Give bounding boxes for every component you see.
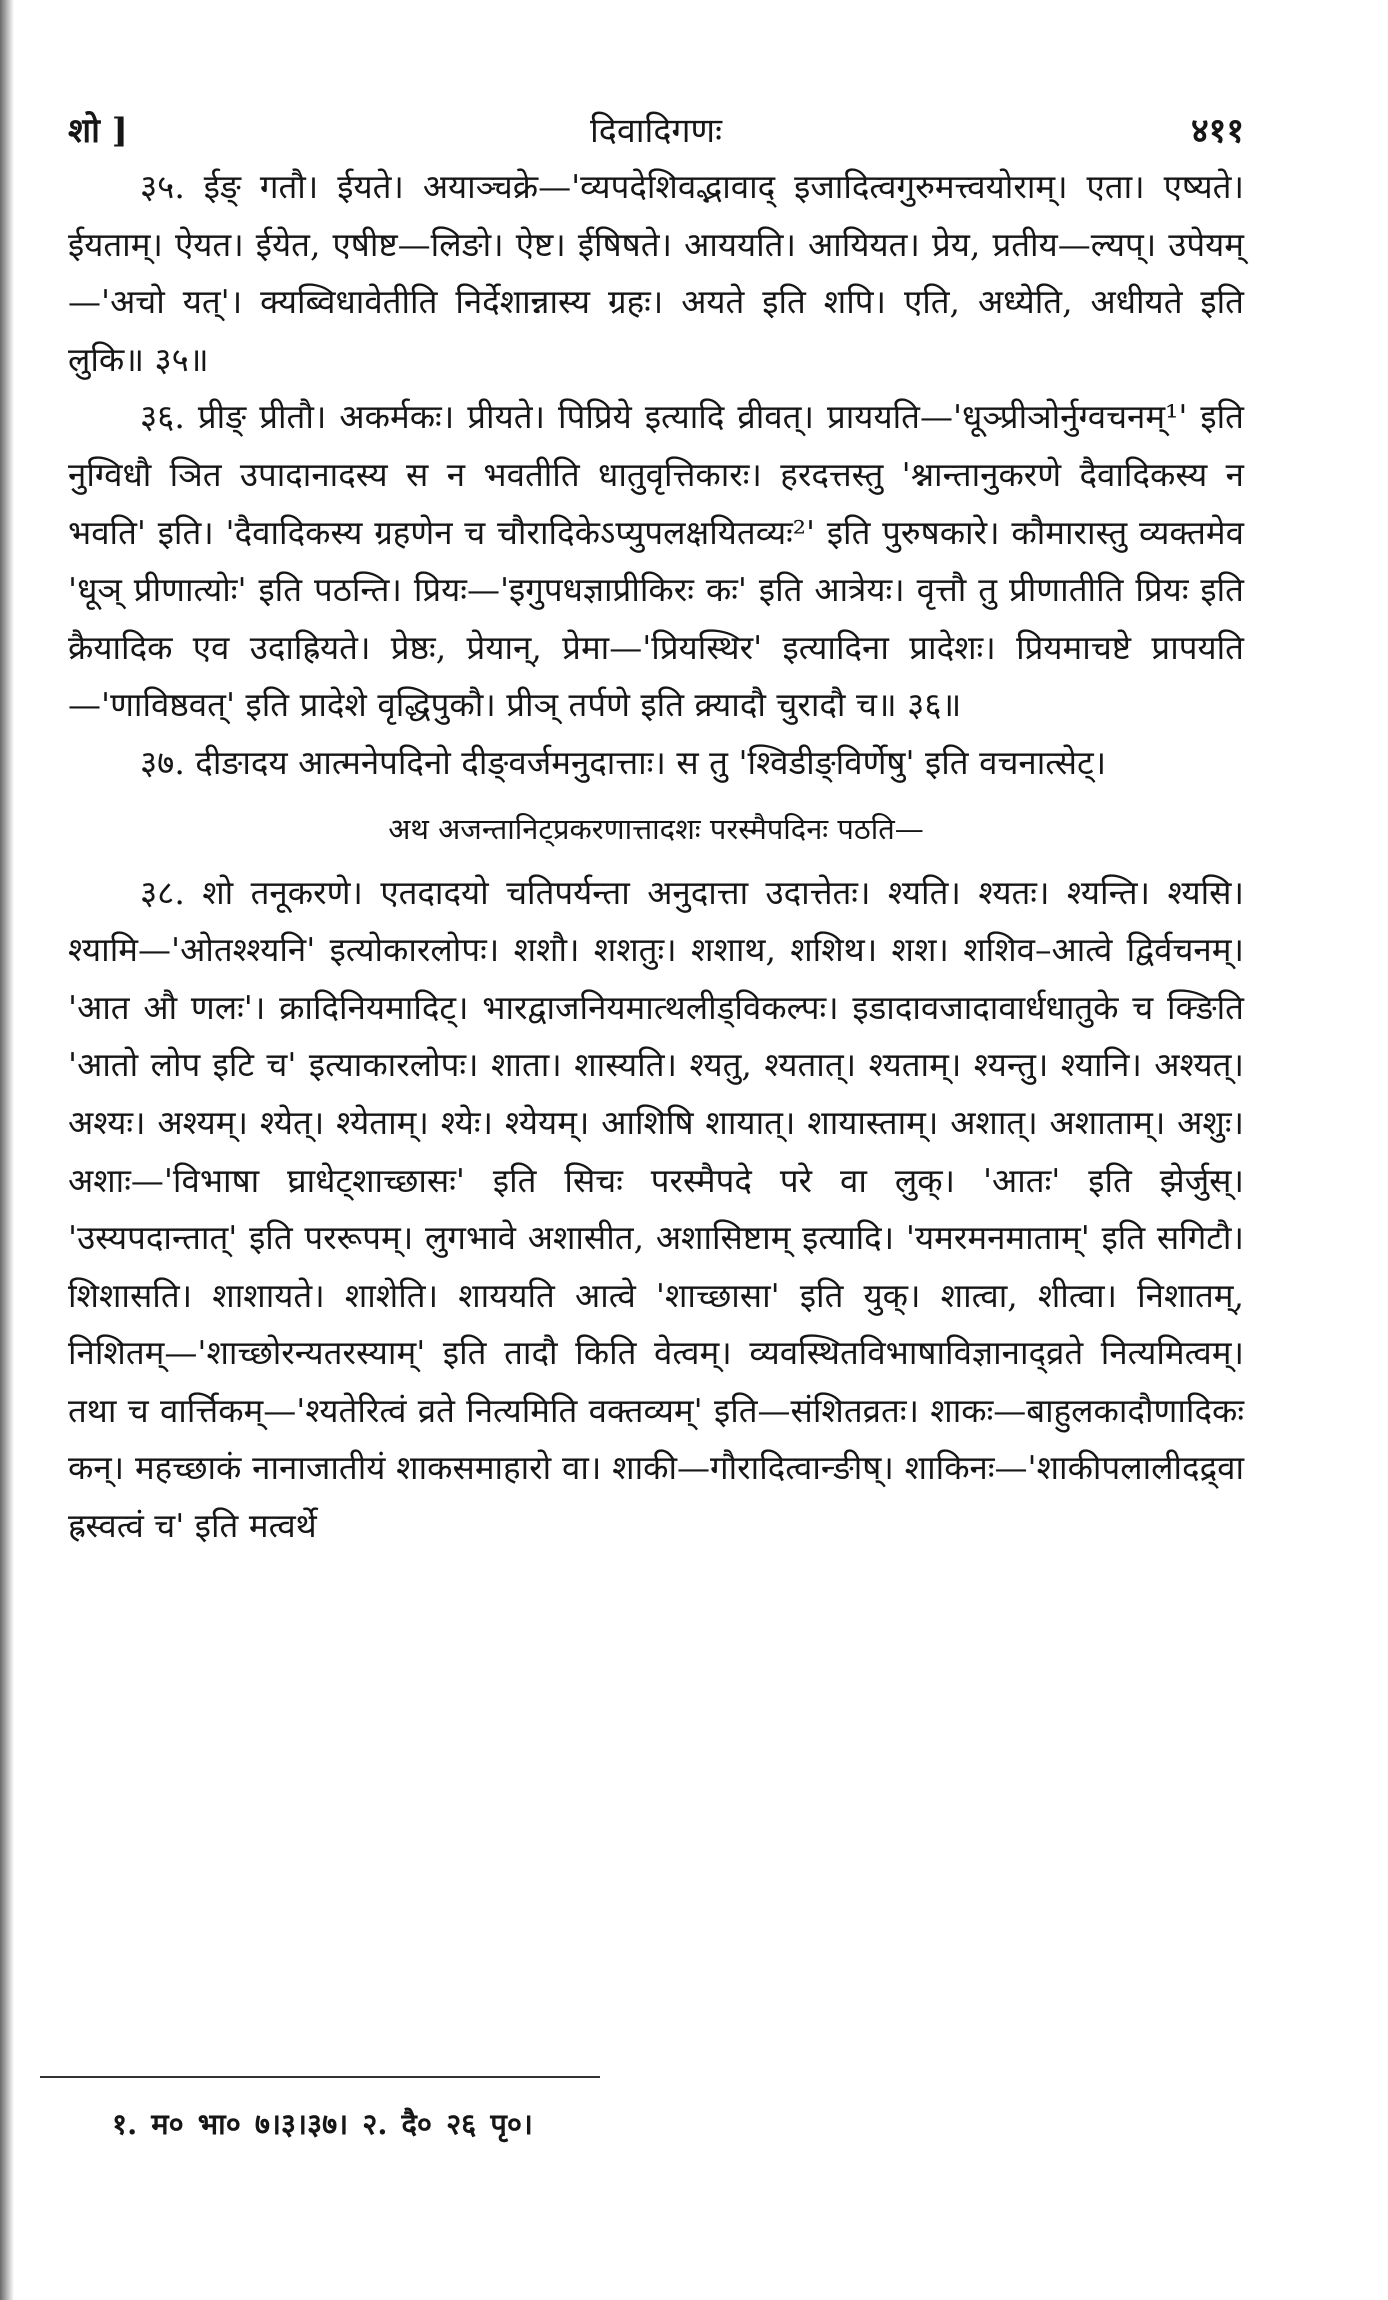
footnotes: १. म० भा० ७।३।३७। २. दै० २६ पृ०। — [112, 2107, 533, 2141]
footnote-rule — [40, 2076, 600, 2078]
page — [68, 88, 1244, 1555]
header-left: शो ] — [68, 111, 128, 151]
page-edge-shadow — [0, 0, 14, 2300]
paragraph-36: ३६. प्रीङ् प्रीतौ। अकर्मकः। प्रीयते। पिप्रिये इत्यादि व्रीवत्। प्राययति—'धूञ्प्रीञोर्नुग्वचनम्¹' इति नुग्विधौ ञित उपादानादस्य स न भवतीति धातुवृत्तिकारः। हरदत्तस्तु 'श्नान्तानुकरणे दैवादिकस्य न भवति' इति। 'दैवादिकस्य ग्रहणेन च चौरादिकेऽप्युपलक्षयितव्यः²' इति पुरुषकारे। कौमारास्तु व्यक्तमेव 'धूञ् प्रीणात्योः' इति पठन्ति। प्रियः—'इगुपधज्ञाप्रीकिरः कः' इति आत्रेयः। वृत्तौ तु प्रीणातीति प्रियः इति क्रैयादिक एव उदाह्रियते। प्रेष्ठः, प्रेयान्, प्रेमा—'प्रियस्थिर' इत्यादिना प्रादेशः। प्रियमाचष्टे प्रापयति—'णाविष्ठवत्' इति प्रादेशे वृद्धिपुकौ। प्रीञ् तर्पणे इति क्र्यादौ चुरादौ च॥ ३६॥ — [68, 397, 1244, 725]
running-header — [68, 88, 1244, 158]
section-heading: अथ अजन्तानिट्प्रकरणात्तादशः परस्मैपदिनः पठति— — [388, 811, 924, 846]
paragraph-35: ३५. ईङ् गतौ। ईयते। अयाञ्चक्रे—'व्यपदेशिवद्भावाद् इजादित्वगुरुमत्त्वयोराम्। एता। एष्यते। ईयताम्। ऐयत। ईयेत, एषीष्ट—लिङो। ऐष्ट। ईषिषते। आययति। आयियत। प्रेय, प्रतीय—ल्यप्। उपेयम्—'अचो यत्'। क्यब्विधावेतीति निर्देशान्नास्य ग्रहः। अयते इति शपि। एति, अध्येति, अधीयते इति लुकि॥ ३५॥ — [68, 167, 1244, 379]
paragraph-38: ३८. शो तनूकरणे। एतदादयो चतिपर्यन्ता अनुदात्ता उदात्तेतः। श्यति। श्यतः। श्यन्ति। श्यसि। श्यामि—'ओतश्श्यनि' इत्योकारलोपः। शशौ। शशतुः। शशाथ, शशिथ। शश। शशिव–आत्वे द्विर्वचनम्। 'आत औ णलः'। क्रादिनियमादिट्। भारद्वाजनियमात्थलीड्विकल्पः। इडादावजादावार्धधातुके च क्ङिति 'आतो लोप इटि च' इत्याकारलोपः। शाता। शास्यति। श्यतु, श्यतात्। श्यताम्। श्यन्तु। श्यानि। अश्यत्। अश्यः। अश्यम्। श्येत्। श्येताम्। श्येः। श्येयम्। आशिषि शायात्। शायास्ताम्। अशात्। अशाताम्। अशुः। अशाः—'विभाषा घ्राधेट्शाच्छासः' इति सिचः परस्मैपदे परे वा लुक्। 'आतः' इति झेर्जुस्। 'उस्यपदान्तात्' इति पररूपम्। लुगभावे अशासीत, अशासिष्टाम् इत्यादि। 'यमरमनमाताम्' इति सगिटौ। शिशासति। शाशायते। शाशेति। शाययति आत्वे 'शाच्छासा' इति युक्। शात्वा, शीत्वा। निशातम्, निशितम्—'शाच्छोरन्यतरस्याम्' इति तादौ किति वेत्वम्। व्यवस्थितविभाषाविज्ञानाद्व्रते नित्यमित्वम्। तथा च वार्त्तिकम्—'श्यतेरित्वं व्रते नित्यमिति वक्तव्यम्' इति—संशितव्रतः। शाकः—बाहुलकादौणादिकः कन्। महच्छाकं नानाजातीयं शाकसमाहारो वा। शाकी—गौरादित्वान्ङीष्। शाकिनः—'शाकीपलालीदद्र्वा ह्रस्वत्वं च' इति मत्वर्थे — [68, 872, 1244, 1546]
main-text — [68, 158, 1244, 1555]
page-number: ४११ — [1190, 111, 1244, 151]
paragraph-37: ३७. दीङादय आत्मनेपदिनो दीङ्वर्जमनुदात्ताः। स तु 'श्विडीङ्विर्णेषु' इति वचनात्सेट्। — [140, 742, 1107, 782]
header-title: दिवादिगणः — [589, 111, 723, 151]
